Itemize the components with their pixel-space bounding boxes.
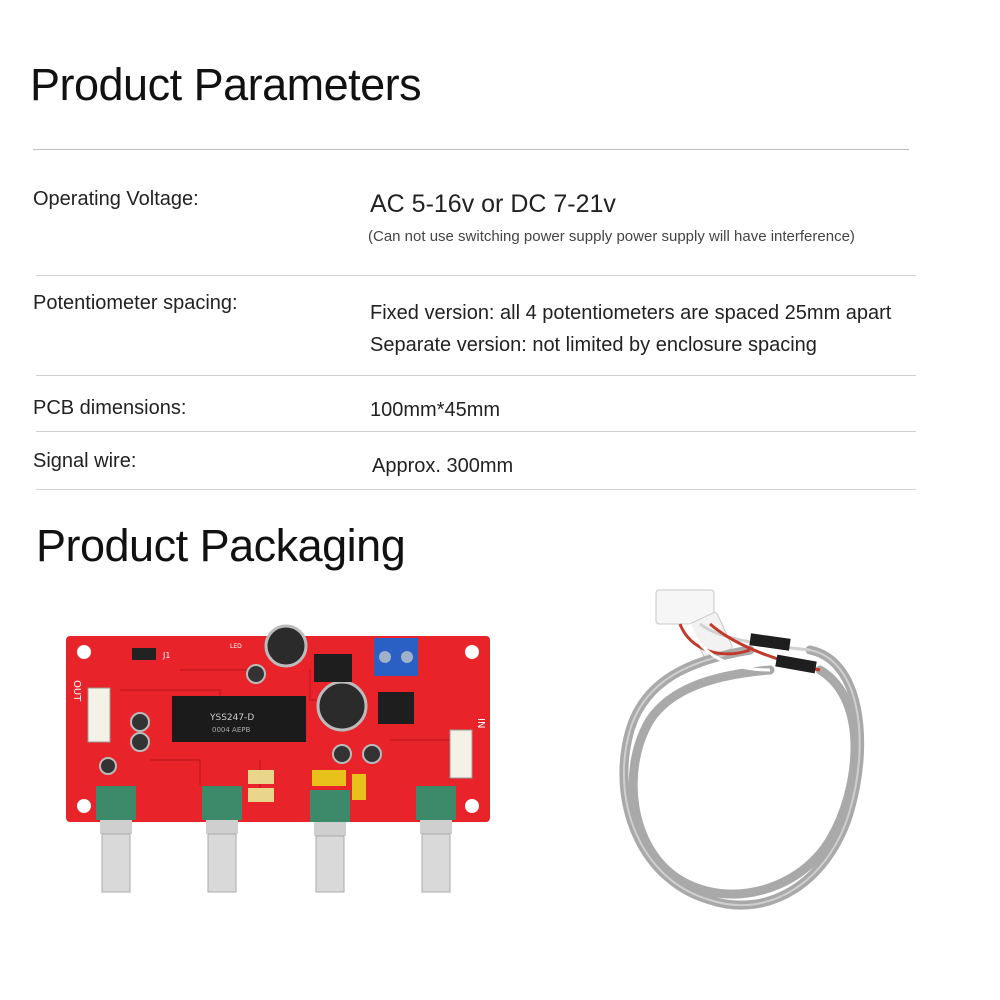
signal-wire-value: Approx. 300mm (372, 455, 514, 477)
operating-voltage-value: AC 5-16v or DC 7-21v (370, 190, 616, 218)
potentiometer-spacing-separate: Separate version: not limited by enclosure spacing (370, 334, 817, 356)
potentiometer (310, 790, 350, 892)
in-connector (450, 730, 472, 778)
pcb-dimensions-label: PCB dimensions: (33, 397, 187, 419)
potentiometer-spacing-label: Potentiometer spacing: (33, 292, 238, 314)
jumper-j1 (132, 648, 156, 660)
pcb-dimensions-value: 100mm*45mm (370, 399, 501, 421)
pcb-board-photo (60, 610, 500, 900)
potentiometer (202, 786, 242, 892)
capacitor (318, 682, 366, 730)
svg-text:YSS247-D: YSS247-D (210, 713, 255, 723)
svg-text:OUT: OUT (71, 680, 82, 702)
capacitor (266, 626, 306, 666)
packaging-title: Product Packaging (36, 520, 406, 571)
signal-cable-photo (600, 580, 890, 940)
svg-text:J1: J1 (163, 651, 171, 660)
svg-text:IN: IN (475, 718, 486, 729)
row-divider (36, 375, 916, 376)
svg-text:0004 AEPB: 0004 AEPB (212, 726, 251, 734)
potentiometer (416, 786, 456, 892)
row-divider (36, 275, 916, 276)
svg-text:LED: LED (230, 643, 242, 650)
operating-voltage-note: (Can not use switching power supply power supply will have interference) (368, 228, 855, 245)
out-connector (88, 688, 110, 742)
row-divider (36, 431, 916, 432)
potentiometer (96, 786, 136, 892)
potentiometer-spacing-fixed: Fixed version: all 4 potentiometers are spaced 25mm apart (370, 302, 892, 324)
operating-voltage-label: Operating Voltage: (33, 188, 199, 210)
row-divider (36, 489, 916, 490)
title-divider (33, 149, 909, 150)
signal-wire-label: Signal wire: (33, 450, 137, 472)
parameters-title: Product Parameters (30, 59, 422, 110)
